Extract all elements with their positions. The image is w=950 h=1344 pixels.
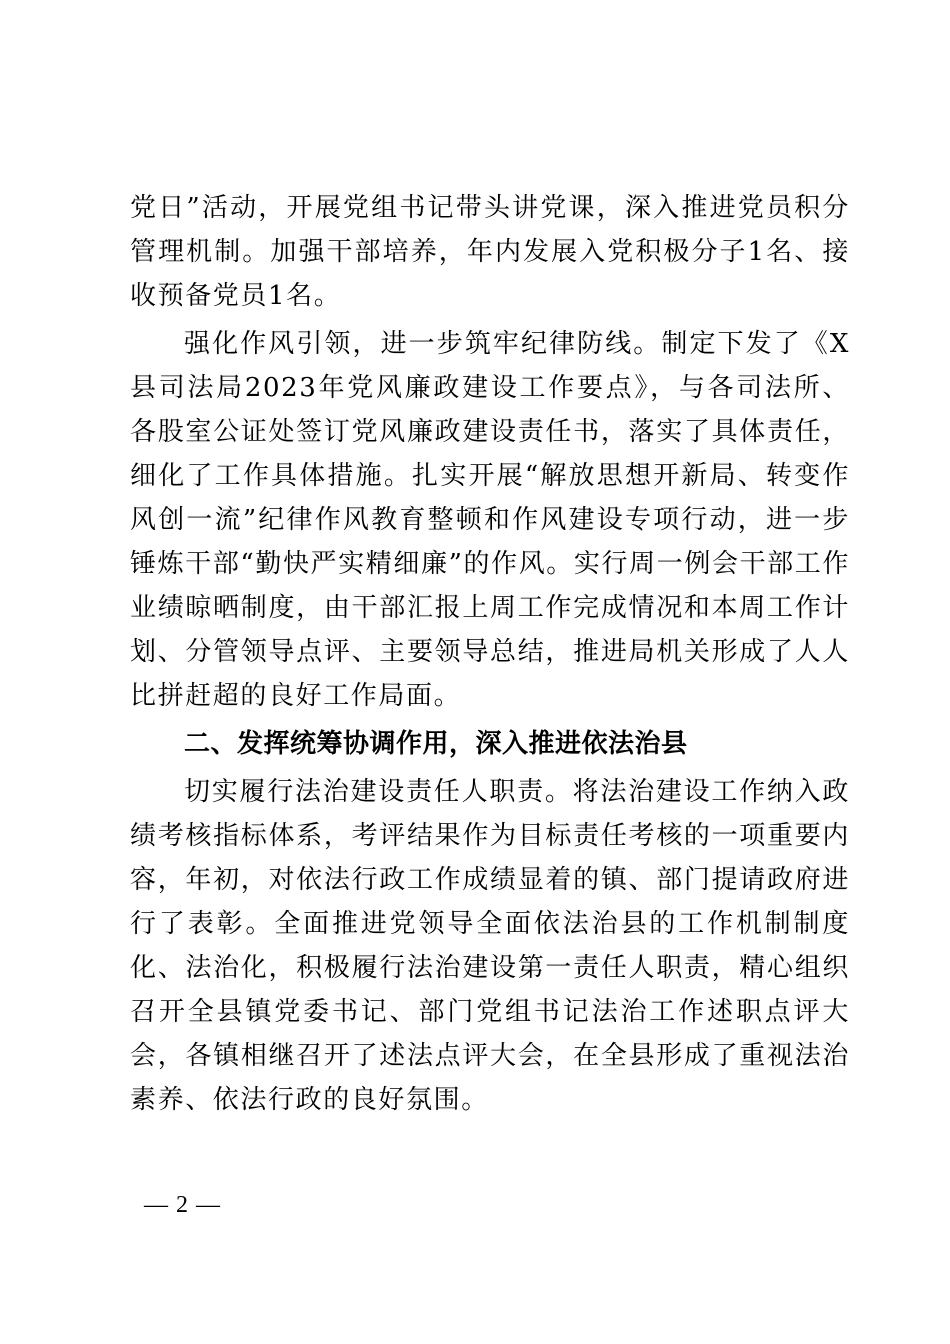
document-body [130,186,850,1122]
page-number: — 2 — [144,1192,221,1218]
paragraph-style-discipline: 强化作风引领，进一步筑牢纪律防线。制定下发了《X县司法局2023年党风廉政建设工作要点》，与各司法所、各股室公证处签订党风廉政建设责任书，落实了具体责任，细化了工作具体措施。扎实开展“解放思想开新局、转变作风创一流”纪律作风教育整顿和作风建设专项行动，进一步锤炼干部“勤快严实精细廉”的作风。实行周一例会干部工作业绩晾晒制度，由干部汇报上周工作完成情况和本周工作计划、分管领导点评、主要领导总结，推进局机关形成了人人比拼赶超的良好工作局面。 [130,329,850,711]
section-heading: 二、发挥统筹协调作用，深入推进依法治县 [184,729,688,759]
paragraph-rule-of-law: 切实履行法治建设责任人职责。将法治建设工作纳入政绩考核指标体系，考评结果作为目标责任考核的一项重要内容，年初，对依法行政工作成绩显着的镇、部门提请政府进行了表彰。全面推进党领导全面依法治县的工作机制制度化、法治化，积极履行法治建设第一责任人职责，精心组织召开全县镇党委书记、部门党组书记法治工作述职点评大会，各镇相继召开了述法点评大会，在全县形成了重视法治素养、依法行政的良好氛围。 [130,777,850,1115]
paragraph-continuation: 党日”活动，开展党组书记带头讲党课，深入推进党员积分管理机制。加强干部培养，年内发展入党积极分子1名、接收预备党员1名。 [130,193,850,311]
